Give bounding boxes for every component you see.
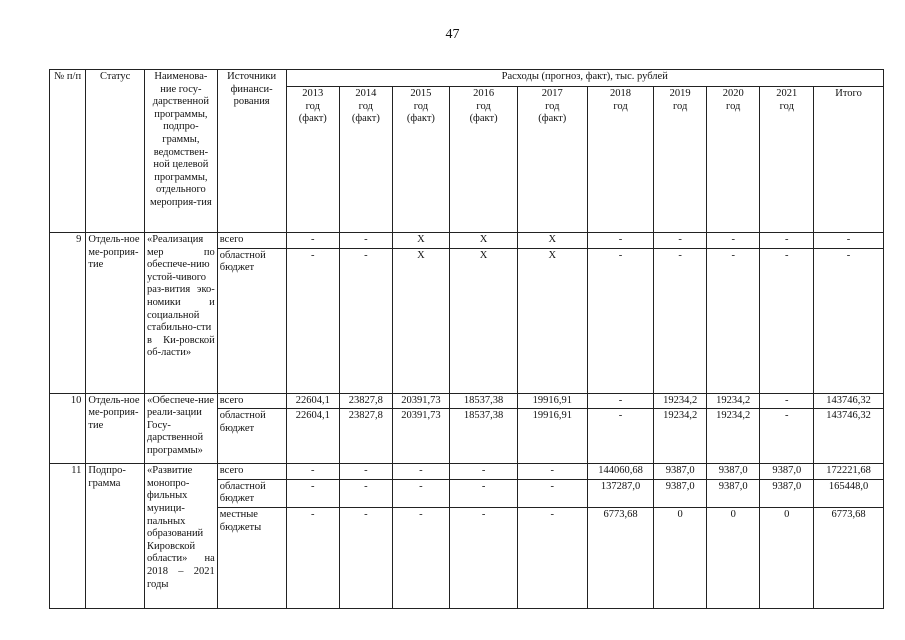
header-year-year: 2021 — [776, 88, 798, 99]
funding-source: областной бюджет — [217, 248, 286, 393]
value-cell: 19916,91 — [517, 393, 587, 409]
header-year-2015 — [392, 87, 450, 233]
funding-source: всего — [217, 464, 286, 480]
header-year-year: 2017 — [541, 88, 563, 99]
table-row — [50, 233, 884, 249]
row-number: 10 — [50, 393, 86, 464]
header-year-l3: (факт) — [406, 113, 435, 125]
value-cell: - — [587, 409, 654, 464]
value-cell: - — [392, 507, 450, 608]
value-cell: - — [286, 479, 340, 507]
funding-source: областной бюджет — [217, 409, 286, 464]
budget-table — [49, 69, 884, 609]
value-cell: - — [706, 233, 760, 249]
row-name: «Реализация мер по обеспече-нию устой-чивого раз-вития эко-номики и социальной стабильно-сти в Ки-ровской об-ласти» — [145, 233, 218, 394]
header-year-2013 — [286, 87, 340, 233]
value-cell: 9387,0 — [760, 479, 814, 507]
value-cell: 137287,0 — [587, 479, 654, 507]
funding-source: областной бюджет — [217, 479, 286, 507]
value-cell: X — [517, 248, 587, 393]
row-name: «Развитие монопро-фильных муници-пальных образований Кировской области» на 2018 – 2021 годы — [145, 464, 218, 609]
value-cell: 9387,0 — [706, 464, 760, 480]
value-cell: - — [760, 393, 814, 409]
table-row — [50, 464, 884, 480]
value-cell: - — [340, 233, 393, 249]
value-cell: - — [814, 248, 884, 393]
value-cell: 20391,73 — [392, 393, 450, 409]
table-row — [50, 393, 884, 409]
value-cell: - — [450, 507, 518, 608]
header-year-l2: год — [726, 100, 741, 112]
value-cell: 23827,8 — [340, 409, 393, 464]
value-cell: 0 — [706, 507, 760, 608]
value-cell: - — [450, 479, 518, 507]
value-cell: - — [450, 464, 518, 480]
header-year-l2: год — [613, 100, 628, 112]
value-cell: - — [286, 464, 340, 480]
value-cell: - — [340, 248, 393, 393]
header-year-year: 2019 — [669, 88, 691, 99]
value-cell: 9387,0 — [654, 464, 707, 480]
header-year-l2: год — [413, 100, 429, 112]
value-cell: 19234,2 — [654, 409, 707, 464]
value-cell: - — [814, 233, 884, 249]
header-year-l2: год — [305, 100, 320, 112]
header-year-l2: год — [545, 100, 560, 112]
value-cell: 19234,2 — [706, 393, 760, 409]
value-cell: 22604,1 — [286, 393, 340, 409]
funding-source: местные бюджеты — [217, 507, 286, 608]
value-cell: 143746,32 — [814, 409, 884, 464]
funding-source: всего — [217, 233, 286, 249]
value-cell: - — [392, 464, 450, 480]
value-cell: 19234,2 — [654, 393, 707, 409]
value-cell: - — [706, 248, 760, 393]
header-year-2016 — [450, 87, 518, 233]
header-year-l3: (факт) — [298, 113, 327, 125]
value-cell: 22604,1 — [286, 409, 340, 464]
header-year-2017 — [517, 87, 587, 233]
header-year-l2: год — [358, 100, 373, 112]
row-status: Отдель-ное ме-роприя-тие — [86, 233, 145, 394]
value-cell: - — [654, 233, 707, 249]
header-year-2021 — [760, 87, 814, 233]
value-cell: - — [587, 393, 654, 409]
header-year-year: 2018 — [610, 88, 632, 99]
value-cell: - — [340, 507, 393, 608]
value-cell: 9387,0 — [654, 479, 707, 507]
value-cell: 172221,68 — [814, 464, 884, 480]
value-cell: - — [587, 233, 654, 249]
value-cell: 9387,0 — [760, 464, 814, 480]
row-number: 11 — [50, 464, 86, 609]
value-cell: 6773,68 — [814, 507, 884, 608]
value-cell: - — [286, 507, 340, 608]
value-cell: - — [340, 479, 393, 507]
value-cell: 143746,32 — [814, 393, 884, 409]
value-cell: 19916,91 — [517, 409, 587, 464]
value-cell: 144060,68 — [587, 464, 654, 480]
value-cell: 0 — [760, 507, 814, 608]
header-expenses: Расходы (прогноз, факт), тыс. рублей — [286, 70, 884, 87]
row-number: 9 — [50, 233, 86, 394]
value-cell: X — [392, 233, 450, 249]
value-cell: 19234,2 — [706, 409, 760, 464]
value-cell: - — [517, 507, 587, 608]
header-year-l3: (факт) — [538, 113, 567, 125]
header-total: Итого — [814, 87, 884, 233]
value-cell: X — [392, 248, 450, 393]
row-name: «Обеспече-ние реали-зации Госу-дарственной программы» — [145, 393, 218, 464]
value-cell: 9387,0 — [706, 479, 760, 507]
header-name: Наименова-ние госу-дарственной программы, подпро-граммы, ведомствен-ной целевой программы, отдельного мероприя-тия — [145, 70, 218, 233]
value-cell: X — [517, 233, 587, 249]
value-cell: X — [450, 248, 518, 393]
value-cell: - — [340, 464, 393, 480]
value-cell: 18537,38 — [450, 393, 518, 409]
value-cell: - — [760, 233, 814, 249]
header-row-1 — [50, 70, 884, 87]
value-cell: 18537,38 — [450, 409, 518, 464]
value-cell: - — [286, 233, 340, 249]
header-year-l2: год — [779, 100, 794, 112]
header-year-l3: (факт) — [351, 113, 380, 125]
header-status: Статус — [86, 70, 145, 233]
header-year-year: 2013 — [302, 88, 324, 99]
header-year-l3: (факт) — [469, 113, 498, 125]
header-year-2019 — [654, 87, 707, 233]
header-no: № п/п — [50, 70, 86, 233]
header-year-year: 2016 — [473, 88, 495, 99]
header-year-2018 — [587, 87, 654, 233]
value-cell: - — [517, 464, 587, 480]
header-source: Источники финанси-рования — [217, 70, 286, 233]
row-status: Отдель-ное ме-роприя-тие — [86, 393, 145, 464]
value-cell: 0 — [654, 507, 707, 608]
value-cell: - — [286, 248, 340, 393]
header-year-l2: год — [476, 100, 491, 112]
value-cell: X — [450, 233, 518, 249]
value-cell: 6773,68 — [587, 507, 654, 608]
value-cell: 20391,73 — [392, 409, 450, 464]
row-status: Подпро-грамма — [86, 464, 145, 609]
header-year-2014 — [340, 87, 393, 233]
page-number: 47 — [445, 27, 460, 42]
value-cell: - — [392, 479, 450, 507]
header-year-year: 2015 — [410, 88, 432, 99]
value-cell: - — [760, 409, 814, 464]
value-cell: 165448,0 — [814, 479, 884, 507]
value-cell: 23827,8 — [340, 393, 393, 409]
header-year-l2: год — [672, 100, 688, 112]
header-year-year: 2020 — [722, 88, 744, 99]
header-year-2020 — [706, 87, 760, 233]
funding-source: всего — [217, 393, 286, 409]
value-cell: - — [760, 248, 814, 393]
value-cell: - — [517, 479, 587, 507]
header-year-year: 2014 — [355, 88, 377, 99]
value-cell: - — [654, 248, 707, 393]
value-cell: - — [587, 248, 654, 393]
